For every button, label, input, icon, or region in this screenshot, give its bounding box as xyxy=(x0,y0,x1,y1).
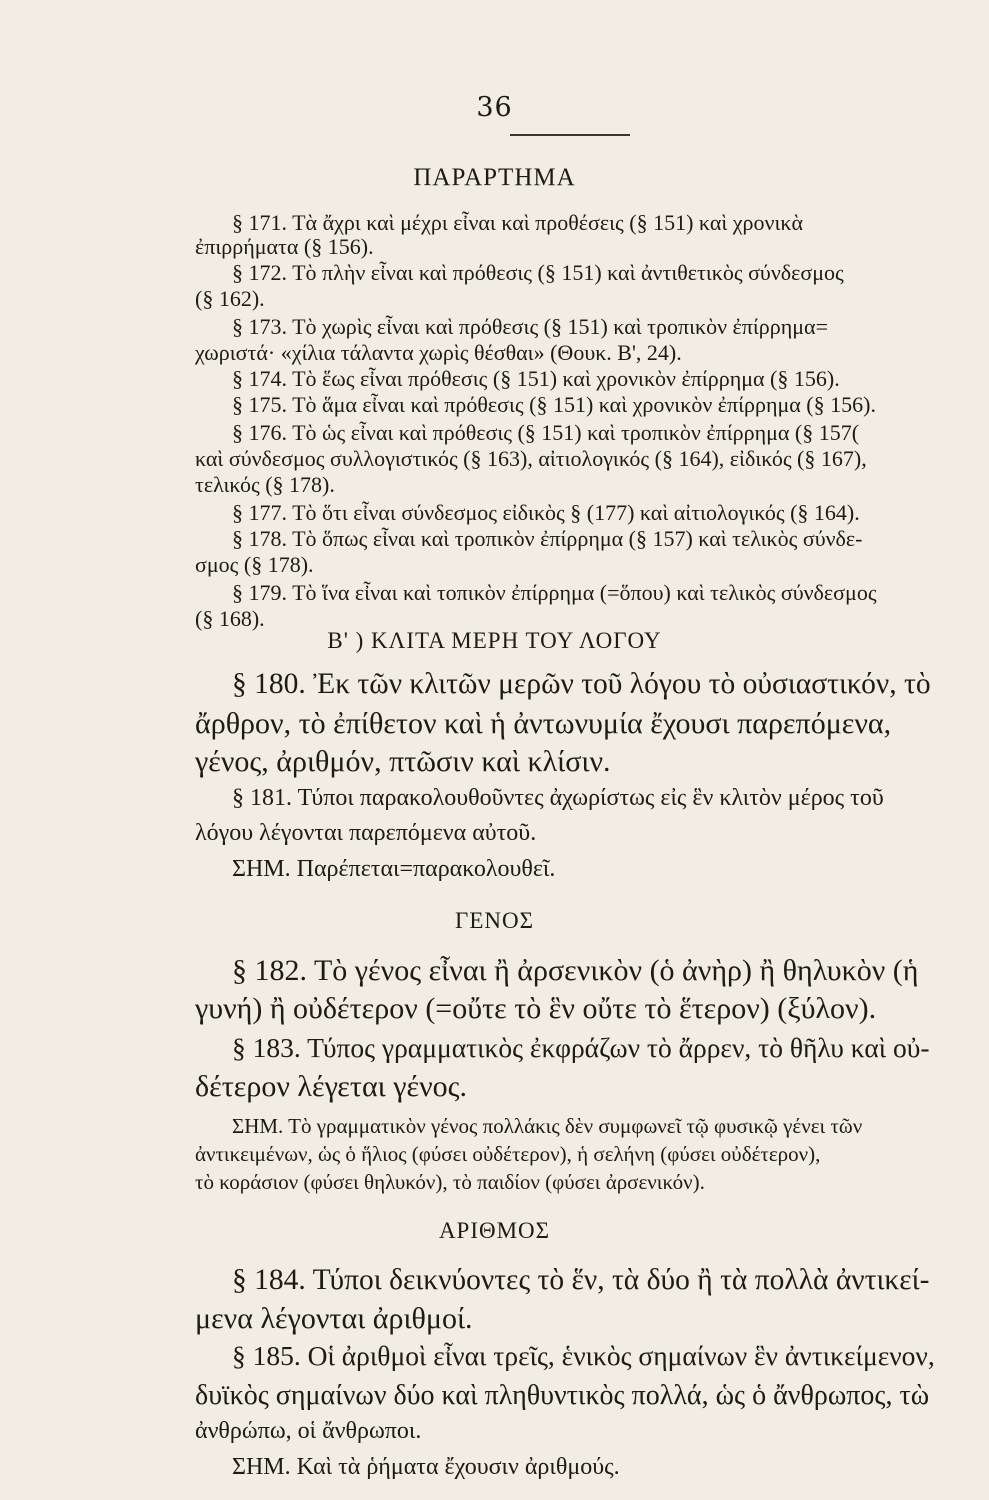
text-line: § 183. Τύπος γραμματικὸς ἐκφράζων τὸ ἄρρεν, τὸ θῆλυ καὶ οὐ- xyxy=(232,1032,930,1063)
text-line: χωριστά· «χίλια τάλαντα χωρὶς θέσθαι» (Θουκ. Β', 24). xyxy=(195,340,682,365)
text-line: § 173. Τὸ χωρὶς εἶναι καὶ πρόθεσις (§ 151) καὶ τροπικὸν ἐπίρρημα= xyxy=(232,314,828,339)
text-line: § 178. Τὸ ὅπως εἶναι καὶ τροπικὸν ἐπίρρημα (§ 157) καὶ τελικὸς σύνδε- xyxy=(232,526,863,551)
text-line: § 171. Τὰ ἄχρι καὶ μέχρι εἶναι καὶ προθέσεις (§ 151) καὶ χρονικὰ xyxy=(232,210,803,235)
text-line: ἀνθρώπω, οἱ ἄνθρωποι. xyxy=(195,1418,422,1444)
heading-number: ΑΡΙΘΜΟΣ xyxy=(438,1218,551,1243)
text-line: § 174. Τὸ ἕως εἶναι πρόθεσις (§ 151) καὶ χρονικὸν ἐπίρρημα (§ 156). xyxy=(232,366,840,391)
text-line: § 179. Τὸ ἵνα εἶναι καὶ τοπικὸν ἐπίρρημα (=ὅπου) καὶ τελικὸς σύνδεσμος xyxy=(232,580,877,605)
text-line: γυνή) ἢ οὐδέτερον (=οὔτε τὸ ἓν οὔτε τὸ ἕτερον) (ξύλον). xyxy=(195,992,877,1025)
text-line: ΣΗΜ. Παρέπεται=παρακολουθεῖ. xyxy=(232,856,556,882)
text-line: § 175. Τὸ ἅμα εἶναι καὶ πρόθεσις (§ 151) καὶ χρονικὸν ἐπίρρημα (§ 156). xyxy=(232,392,876,417)
text-line: § 180. Ἐκ τῶν κλιτῶν μερῶν τοῦ λόγου τὸ οὐσιαστικόν, τὸ xyxy=(232,668,931,700)
text-line: § 181. Τύποι παρακολουθοῦντες ἀχωρίστως εἰς ἓν κλιτὸν μέρος τοῦ xyxy=(232,785,884,811)
text-line: (§ 168). xyxy=(195,606,265,631)
text-line: γένος, ἀριθμόν, πτῶσιν καὶ κλίσιν. xyxy=(195,745,611,778)
text-line: § 176. Τὸ ὡς εἶναι καὶ πρόθεσις (§ 151) καὶ τροπικὸν ἐπίρρημα (§ 157( xyxy=(232,420,860,445)
text-line: § 184. Τύποι δεικνύοντες τὸ ἕν, τὰ δύο ἢ τὰ πολλὰ ἀντικεί- xyxy=(232,1264,930,1296)
text-line: ΣΗΜ. Τὸ γραμματικὸν γένος πολλάκις δὲν συμφωνεῖ τῷ φυσικῷ γένει τῶν xyxy=(232,1114,863,1138)
heading-appendix: ΠΑΡΑΡΤΗΜΑ xyxy=(413,164,576,191)
page-number: 36 xyxy=(476,92,513,123)
text-line: ἄρθρον, τὸ ἐπίθετον καὶ ἡ ἀντωνυμία ἔχουσι παρεπόμενα, xyxy=(195,707,892,740)
text-line: καὶ σύνδεσμος συλλογιστικός (§ 163), αἰτιολογικός (§ 164), εἰδικός (§ 167), xyxy=(195,446,867,471)
text-line: § 172. Τὸ πλὴν εἶναι καὶ πρόθεσις (§ 151) καὶ ἀντιθετικὸς σύνδεσμος xyxy=(232,260,844,285)
text-line: § 177. Τὸ ὅτι εἶναι σύνδεσμος εἰδικὸς § (177) καὶ αἰτιολογικός (§ 164). xyxy=(232,500,860,525)
text-line: τὸ κοράσιον (φύσει θηλυκόν), τὸ παιδίον (φύσει ἀρσενικόν). xyxy=(195,1170,705,1194)
text-line: ἐπιρρήματα (§ 156). xyxy=(195,234,374,259)
text-line: (§ 162). xyxy=(195,286,265,311)
text-line: § 182. Τὸ γένος εἶναι ἢ ἀρσενικὸν (ὁ ἀνὴρ) ἢ θηλυκὸν (ἡ xyxy=(232,954,919,987)
heading-inflected-parts: Β' ) ΚΛΙΤΑ ΜΕΡΗ ΤΟΥ ΛΟΓΟΥ xyxy=(327,628,662,653)
text-line: μενα λέγονται ἀριθμοί. xyxy=(195,1302,473,1335)
text-line: ΣΗΜ. Καὶ τὰ ῥήματα ἔχουσιν ἀριθμούς. xyxy=(232,1454,620,1480)
text-line: δέτερον λέγεται γένος. xyxy=(195,1070,468,1103)
heading-gender: ΓΕΝΟΣ xyxy=(455,908,534,933)
text-line: δυϊκὸς σημαίνων δύο καὶ πληθυντικὸς πολλά, ὡς ὁ ἄνθρωπος, τὼ xyxy=(195,1380,930,1411)
text-line: τελικός (§ 178). xyxy=(195,472,335,497)
page-number-ornament xyxy=(510,128,630,136)
text-line: λόγου λέγονται παρεπόμενα αὐτοῦ. xyxy=(195,820,537,846)
text-line: σμος (§ 178). xyxy=(195,552,314,577)
text-line: § 185. Οἱ ἀριθμοὶ εἶναι τρεῖς, ἑνικὸς σημαίνων ἓν ἀντικείμενον, xyxy=(232,1340,935,1371)
text-line: ἀντικειμένων, ὡς ὁ ἥλιος (φύσει οὐδέτερον), ἡ σελήνη (φύσει οὐδέτερον), xyxy=(195,1142,821,1166)
